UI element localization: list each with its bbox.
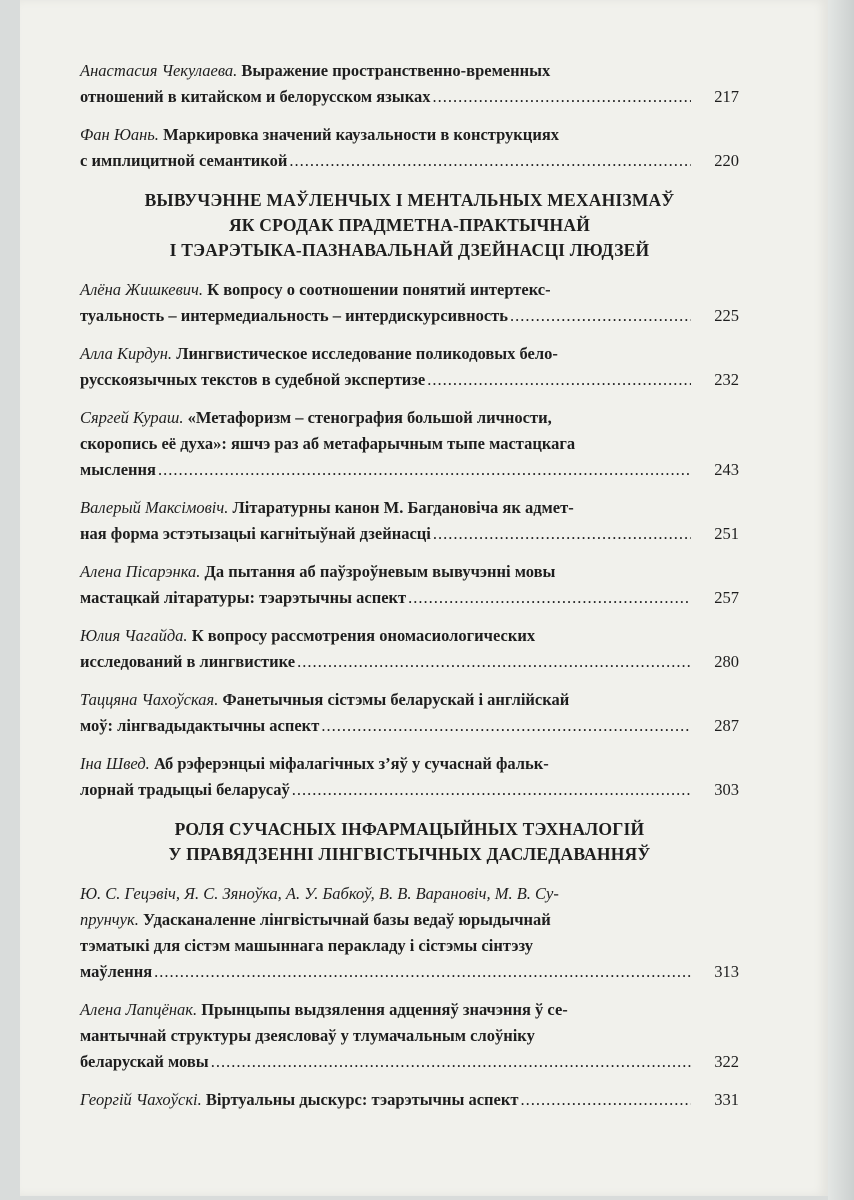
leader-dots	[321, 713, 691, 739]
entry-author: Фан Юань.	[80, 125, 159, 144]
toc-entry	[80, 277, 739, 329]
entry-title-end: туальность – интермедиальность – интердискурсивность	[80, 306, 508, 325]
section-heading-line: РОЛЯ СУЧАСНЫХ ІНФАРМАЦЫЙНЫХ ТЭХНАЛОГІЙ	[174, 819, 645, 839]
leader-dots	[408, 585, 691, 611]
toc-entry	[80, 881, 739, 985]
entry-author: Алла Кирдун.	[80, 344, 173, 363]
toc-entry	[80, 341, 739, 393]
entry-author: Юлия Чагайда.	[80, 626, 188, 645]
entry-title-end: ная форма эстэтызацыі кагнітыўнай дзейнасці	[80, 524, 431, 543]
leader-dots	[510, 303, 691, 329]
entry-title-end: маўлення	[80, 962, 153, 981]
entry-author: Іна Швед.	[80, 754, 150, 773]
table-of-contents	[80, 58, 739, 1125]
entry-title: К вопросу рассмотрения ономасиологических	[191, 626, 536, 645]
entry-title: скоропись её духа»: яшчэ раз аб метафарычным тыпе мастацкага	[80, 434, 576, 453]
page-number: 220	[714, 151, 739, 170]
page-number: 251	[714, 524, 739, 543]
section-heading-line: І ТЭАРЭТЫКА-ПАЗНАВАЛЬНАЙ ДЗЕЙНАСЦІ ЛЮДЗЕЙ	[169, 240, 650, 260]
page-number: 313	[714, 962, 739, 981]
page-number: 257	[714, 588, 739, 607]
entry-author: Таццяна Чахоўская.	[80, 690, 219, 709]
toc-entry	[80, 997, 739, 1075]
entry-author: Сяргей Кураш.	[80, 408, 184, 427]
entry-title-end: Віртуальны дыскурс: тэарэтычны аспект	[205, 1090, 519, 1109]
page-number: 232	[714, 370, 739, 389]
entry-author: прунчук.	[80, 910, 139, 929]
entry-title: Фанетычныя сістэмы беларускай і англійскай	[222, 690, 570, 709]
leader-dots	[520, 1087, 691, 1113]
toc-entry	[80, 1087, 739, 1113]
entry-title: Лингвистическое исследование поликодовых бело-	[176, 344, 558, 363]
page-number: 287	[714, 716, 739, 735]
entry-title: «Метафоризм – стенография большой личности,	[187, 408, 552, 427]
entry-author: Ю. С. Гецэвіч, Я. С. Зяноўка, А. У. Бабкоў, В. В. Варановіч, М. В. Су-	[80, 884, 559, 903]
entry-title-end: с имплицитной семантикой	[80, 151, 288, 170]
leader-dots	[289, 148, 691, 174]
entry-title: Прынцыпы выдзялення адценняў значэння ў се-	[201, 1000, 568, 1019]
entry-author: Алена Пісарэнка.	[80, 562, 201, 581]
entry-title-end: беларускай мовы	[80, 1052, 209, 1071]
section-heading	[80, 817, 739, 867]
entry-title: тэматыкі для сістэм машыннага перакладу і сістэмы сінтэзу	[80, 936, 534, 955]
toc-entry	[80, 495, 739, 547]
page-number: 331	[714, 1090, 739, 1109]
leader-dots	[211, 1049, 691, 1075]
toc-entry	[80, 559, 739, 611]
entry-author: Георгій Чахоўскі.	[80, 1090, 202, 1109]
entry-title-end: отношений в китайском и белорусском языках	[80, 87, 431, 106]
leader-dots	[427, 367, 691, 393]
page-number: 280	[714, 652, 739, 671]
entry-author: Анастасия Чекулаева.	[80, 61, 238, 80]
entry-title: Да пытання аб паўзроўневым вывучэнні мовы	[204, 562, 556, 581]
page-number: 243	[714, 460, 739, 479]
leader-dots	[433, 521, 691, 547]
toc-entry	[80, 122, 739, 174]
section-heading-line: ЯК СРОДАК ПРАДМЕТНА-ПРАКТЫЧНАЙ	[228, 215, 591, 235]
entry-title: Аб рэферэнцыі міфалагічных з’яў у сучаснай фальк-	[153, 754, 549, 773]
leader-dots	[432, 84, 691, 110]
entry-title-end: мастацкай літаратуры: тэарэтычны аспект	[80, 588, 407, 607]
leader-dots	[297, 649, 691, 675]
entry-title-end: моў: лінгвадыдактычны аспект	[80, 716, 320, 735]
entry-title-end: мыслення	[80, 460, 156, 479]
entry-title: Выражение пространственно-временных	[241, 61, 551, 80]
entry-title: Маркировка значений каузальности в конструкциях	[163, 125, 559, 144]
leader-dots	[292, 777, 691, 803]
entry-title-end: исследований в лингвистике	[80, 652, 296, 671]
entry-title-end: русскоязычных текстов в судебной экспертизе	[80, 370, 426, 389]
toc-entry	[80, 623, 739, 675]
section-heading-line: У ПРАВЯДЗЕННІ ЛІНГВІСТЫЧНЫХ ДАСЛЕДАВАННЯЎ	[168, 844, 651, 864]
toc-entry	[80, 58, 739, 110]
page-number: 225	[714, 306, 739, 325]
leader-dots	[154, 959, 691, 985]
section-heading	[80, 188, 739, 263]
toc-entry	[80, 405, 739, 483]
entry-author: Алёна Жишкевич.	[80, 280, 204, 299]
entry-title: К вопросу о соотношении понятий интертекс-	[207, 280, 551, 299]
page-number: 322	[714, 1052, 739, 1071]
entry-author: Алена Лапцёнак.	[80, 1000, 198, 1019]
entry-title: Літаратурны канон М. Багдановіча як адмет-	[232, 498, 574, 517]
section-heading-line: ВЫВУЧЭННЕ МАЎЛЕНЧЫХ І МЕНТАЛЬНЫХ МЕХАНІЗМАЎ	[144, 190, 675, 210]
toc-entry	[80, 751, 739, 803]
entry-title: мантычнай структуры дзеясловаў у тлумачальным слоўніку	[80, 1026, 535, 1045]
entry-title: Удасканаленне лінгвістычнай базы ведаў юрыдычнай	[142, 910, 551, 929]
page-edge	[828, 0, 854, 1200]
entry-author: Валерый Максімовіч.	[80, 498, 229, 517]
page-number: 217	[714, 87, 739, 106]
leader-dots	[158, 457, 691, 483]
page-number: 303	[714, 780, 739, 799]
toc-entry	[80, 687, 739, 739]
entry-title-end: лорнай традыцыі беларусаў	[80, 780, 290, 799]
